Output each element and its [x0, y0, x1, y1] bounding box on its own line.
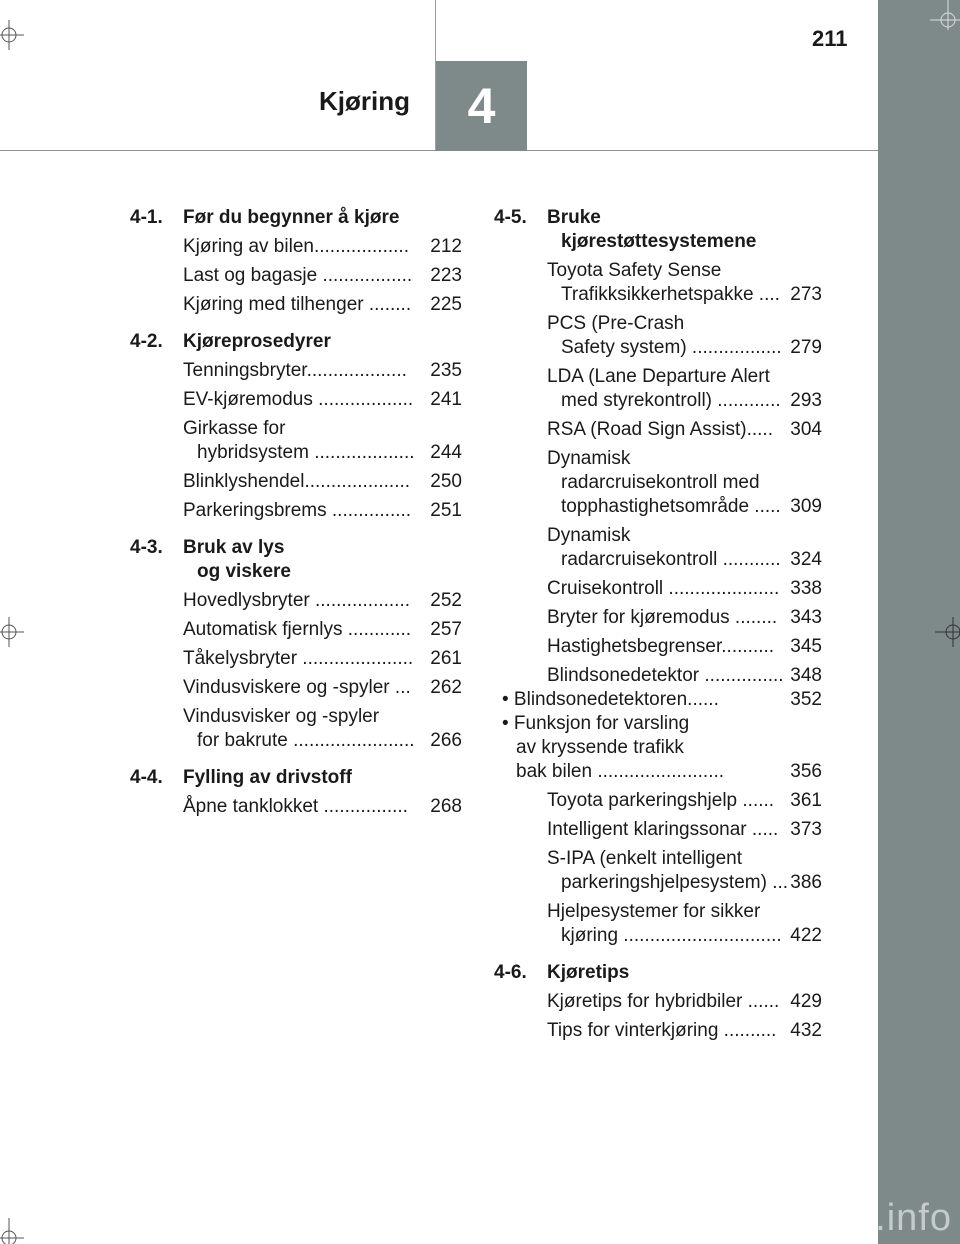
toc-entry[interactable]	[183, 359, 462, 383]
entry-page-number: 429	[790, 991, 822, 1012]
leader-dots: ........	[729, 607, 778, 628]
section-heading[interactable]	[494, 961, 822, 985]
leader-dots: .....	[746, 419, 773, 440]
entry-title: Blindsonedetektor	[547, 665, 700, 686]
section-title: Før du begynner å kjøre	[183, 207, 400, 228]
entry-page-number: 268	[430, 796, 462, 817]
leader-dots: ..................	[312, 389, 414, 410]
leader-dots: ....	[753, 284, 780, 305]
entry-page-number: 304	[790, 419, 822, 440]
leader-dots: ..........	[721, 636, 775, 657]
toc-entry[interactable]	[547, 365, 822, 413]
crop-mark-icon	[935, 617, 960, 647]
entry-title: Hastighetsbegrenser	[547, 636, 722, 657]
toc-entry[interactable]	[547, 312, 822, 360]
toc-entry[interactable]	[547, 664, 822, 688]
section-heading[interactable]	[130, 766, 462, 790]
toc-entry[interactable]	[183, 705, 462, 753]
section-heading[interactable]	[130, 536, 462, 584]
entry-page-number: 251	[430, 500, 462, 521]
entry-page-number: 356	[790, 761, 822, 782]
entry-title: med styrekontroll)	[561, 390, 712, 411]
entry-title: PCS (Pre-Crash	[547, 313, 685, 334]
toc-entry[interactable]	[183, 417, 462, 465]
entry-title: Bryter for kjøremodus	[547, 607, 730, 628]
entry-title: Girkasse for	[183, 418, 286, 439]
leader-dots: .......................	[287, 730, 415, 751]
toc-entry[interactable]	[547, 577, 822, 601]
entry-title: hybridsystem	[197, 442, 309, 463]
leader-dots: ............	[342, 619, 412, 640]
section-number: 4-6.	[494, 962, 527, 983]
entry-title: EV-kjøremodus	[183, 389, 313, 410]
crop-mark-icon	[0, 20, 30, 50]
toc-entry[interactable]	[547, 635, 822, 659]
section-heading[interactable]	[494, 206, 822, 254]
leader-dots: ..............................	[618, 925, 782, 946]
toc-entry[interactable]	[183, 676, 462, 700]
entry-title: RSA (Road Sign Assist)	[547, 419, 747, 440]
leader-dots: ......	[737, 790, 775, 811]
section-title: Bruk av lys	[183, 537, 285, 558]
toc-entry[interactable]	[547, 818, 822, 842]
entry-page-number: 352	[790, 689, 822, 710]
toc-section	[494, 961, 822, 1043]
entry-title: bak bilen	[516, 761, 593, 782]
entry-title: Blinklyshendel	[183, 471, 305, 492]
toc-right-column	[494, 206, 822, 1056]
entry-page-number: 235	[430, 360, 462, 381]
entry-page-number: 223	[430, 265, 462, 286]
leader-dots: ...........	[717, 549, 781, 570]
entry-title: Tips for vinterkjøring	[547, 1020, 719, 1041]
entry-title: Vindusvisker og -spyler	[183, 706, 380, 727]
toc-section	[130, 330, 462, 523]
leader-dots: ...............	[326, 500, 412, 521]
entry-page-number: 261	[430, 648, 462, 669]
entry-title: Vindusviskere og -spyler	[183, 677, 390, 698]
chapter-number-box	[436, 61, 527, 151]
entry-title: Parkeringsbrems	[183, 500, 327, 521]
entry-title: Kjøring med tilhenger	[183, 294, 364, 315]
entry-title: Kjøretips for hybridbiler	[547, 991, 743, 1012]
leader-dots: ...................	[306, 360, 407, 381]
toc-entry[interactable]	[547, 789, 822, 813]
toc-entry[interactable]	[547, 418, 822, 442]
entry-title: av kryssende trafikk	[516, 737, 684, 758]
section-title: Kjøretips	[547, 962, 630, 983]
leader-dots: ...	[389, 677, 411, 698]
entry-page-number: 257	[430, 619, 462, 640]
section-title: Kjøreprosedyrer	[183, 331, 331, 352]
toc-section	[130, 206, 462, 317]
entry-title: parkeringshjelpesystem)	[561, 872, 767, 893]
entry-title: Toyota Safety Sense	[547, 260, 722, 281]
entry-page-number: 345	[790, 636, 822, 657]
leader-dots: .................	[686, 337, 782, 358]
toc-section	[130, 766, 462, 819]
entry-page-number: 273	[790, 284, 822, 305]
toc-entry[interactable]	[183, 795, 462, 819]
entry-page-number: 225	[430, 294, 462, 315]
section-number: 4-2.	[130, 331, 163, 352]
section-number: 4-4.	[130, 767, 163, 788]
entry-page-number: 241	[430, 389, 462, 410]
leader-dots: .................	[317, 265, 413, 286]
section-title: Fylling av drivstoff	[183, 767, 352, 788]
toc-entry[interactable]	[183, 618, 462, 642]
toc-entry[interactable]	[547, 606, 822, 630]
entry-title: topphastighetsområde	[561, 496, 750, 517]
entry-page-number: 422	[790, 925, 822, 946]
entry-page-number: 324	[790, 549, 822, 570]
section-title: Bruke	[547, 207, 601, 228]
leader-dots: ......	[687, 689, 719, 710]
leader-dots: ..................	[313, 236, 409, 257]
entry-title: Kjøring av bilen	[183, 236, 314, 257]
entry-title: Dynamisk	[547, 448, 631, 469]
entry-page-number: 244	[430, 442, 462, 463]
entry-title: S-IPA (enkelt intelligent	[547, 848, 743, 869]
entry-page-number: 252	[430, 590, 462, 611]
entry-page-number: 348	[790, 665, 822, 686]
crop-mark-icon	[0, 1214, 30, 1244]
entry-page-number: 279	[790, 337, 822, 358]
page-number: 211	[812, 26, 848, 51]
entry-title: • Blindsonedetektoren	[502, 689, 688, 710]
toc-entry[interactable]	[183, 499, 462, 523]
entry-page-number: 250	[430, 471, 462, 492]
entry-title: Dynamisk	[547, 525, 631, 546]
leader-dots: ...............	[699, 665, 784, 686]
crop-mark-icon	[930, 0, 960, 30]
section-title: og viskere	[197, 561, 291, 582]
entry-title: radarcruisekontroll	[561, 549, 718, 570]
entry-title: • Funksjon for varsling	[502, 713, 690, 734]
leader-dots: ............	[712, 390, 781, 411]
entry-title: Åpne tanklokket	[183, 796, 319, 817]
toc-entry[interactable]	[547, 447, 822, 519]
entry-page-number: 343	[790, 607, 822, 628]
toc-entry[interactable]	[502, 712, 822, 784]
toc-entry[interactable]	[547, 259, 822, 307]
entry-page-number: 309	[790, 496, 822, 517]
leader-dots: ...	[766, 872, 789, 893]
crop-mark-icon	[0, 617, 30, 647]
toc-entry[interactable]	[183, 293, 462, 317]
leader-dots: ..................	[309, 590, 411, 611]
leader-dots: ...................	[308, 442, 415, 463]
entry-page-number: 432	[790, 1020, 822, 1041]
entry-page-number: 361	[790, 790, 822, 811]
entry-title: Tåkelysbryter	[183, 648, 298, 669]
entry-page-number: 373	[790, 819, 822, 840]
section-title: kjørestøttesystemene	[561, 231, 757, 252]
leader-dots: ........	[363, 294, 412, 315]
toc-entry[interactable]	[183, 589, 462, 613]
toc-entry[interactable]	[183, 647, 462, 671]
section-number: 4-3.	[130, 537, 163, 558]
toc-entry[interactable]	[547, 847, 822, 895]
entry-page-number: 266	[430, 730, 462, 751]
entry-title: Safety system)	[561, 337, 687, 358]
leader-dots: .....	[746, 819, 779, 840]
leader-dots: ................	[318, 796, 408, 817]
entry-page-number: 262	[430, 677, 462, 698]
entry-title: Automatisk fjernlys	[183, 619, 343, 640]
leader-dots: ........................	[592, 761, 725, 782]
toc-entry[interactable]	[183, 264, 462, 288]
watermark: carmanualsonline.info	[561, 1197, 952, 1239]
toc-entry[interactable]	[547, 524, 822, 572]
toc-section	[494, 206, 822, 948]
entry-title: Hjelpesystemer for sikker	[547, 901, 761, 922]
toc-entry[interactable]	[547, 990, 822, 1014]
toc-entry[interactable]	[183, 235, 462, 259]
toc-entry[interactable]	[502, 688, 822, 712]
chapter-title: Kjøring	[319, 86, 410, 116]
leader-dots: ....................	[304, 471, 411, 492]
section-number: 4-1.	[130, 207, 163, 228]
leader-dots: .....................	[663, 578, 780, 599]
section-heading[interactable]	[130, 330, 462, 354]
toc-left-column	[130, 206, 462, 832]
entry-title: Toyota parkeringshjelp	[547, 790, 738, 811]
leader-dots: ..........	[718, 1020, 777, 1041]
section-heading[interactable]	[130, 206, 462, 230]
entry-page-number: 293	[790, 390, 822, 411]
entry-title: Tenningsbryter	[183, 360, 307, 381]
entry-title: for bakrute	[197, 730, 288, 751]
entry-page-number: 338	[790, 578, 822, 599]
entry-title: kjøring	[561, 925, 619, 946]
entry-title: Cruisekontroll	[547, 578, 664, 599]
toc-entry[interactable]	[183, 470, 462, 494]
chapter-number: 4	[467, 78, 496, 134]
entry-title: Last og bagasje	[183, 265, 318, 286]
entry-title: Hovedlysbryter	[183, 590, 310, 611]
section-number: 4-5.	[494, 207, 527, 228]
toc-entry[interactable]	[183, 388, 462, 412]
leader-dots: ......	[742, 991, 780, 1012]
entry-title: Intelligent klaringssonar	[547, 819, 747, 840]
entry-title: radarcruisekontroll med	[561, 472, 760, 493]
toc-section	[130, 536, 462, 753]
entry-page-number: 212	[430, 236, 462, 257]
entry-title: LDA (Lane Departure Alert	[547, 366, 770, 387]
toc-entry[interactable]	[547, 1019, 822, 1043]
toc-entry[interactable]	[547, 900, 822, 948]
entry-page-number: 386	[790, 872, 822, 893]
leader-dots: .....	[749, 496, 781, 517]
entry-title: Trafikksikkerhetspakke	[561, 284, 754, 305]
leader-dots: .....................	[297, 648, 414, 669]
